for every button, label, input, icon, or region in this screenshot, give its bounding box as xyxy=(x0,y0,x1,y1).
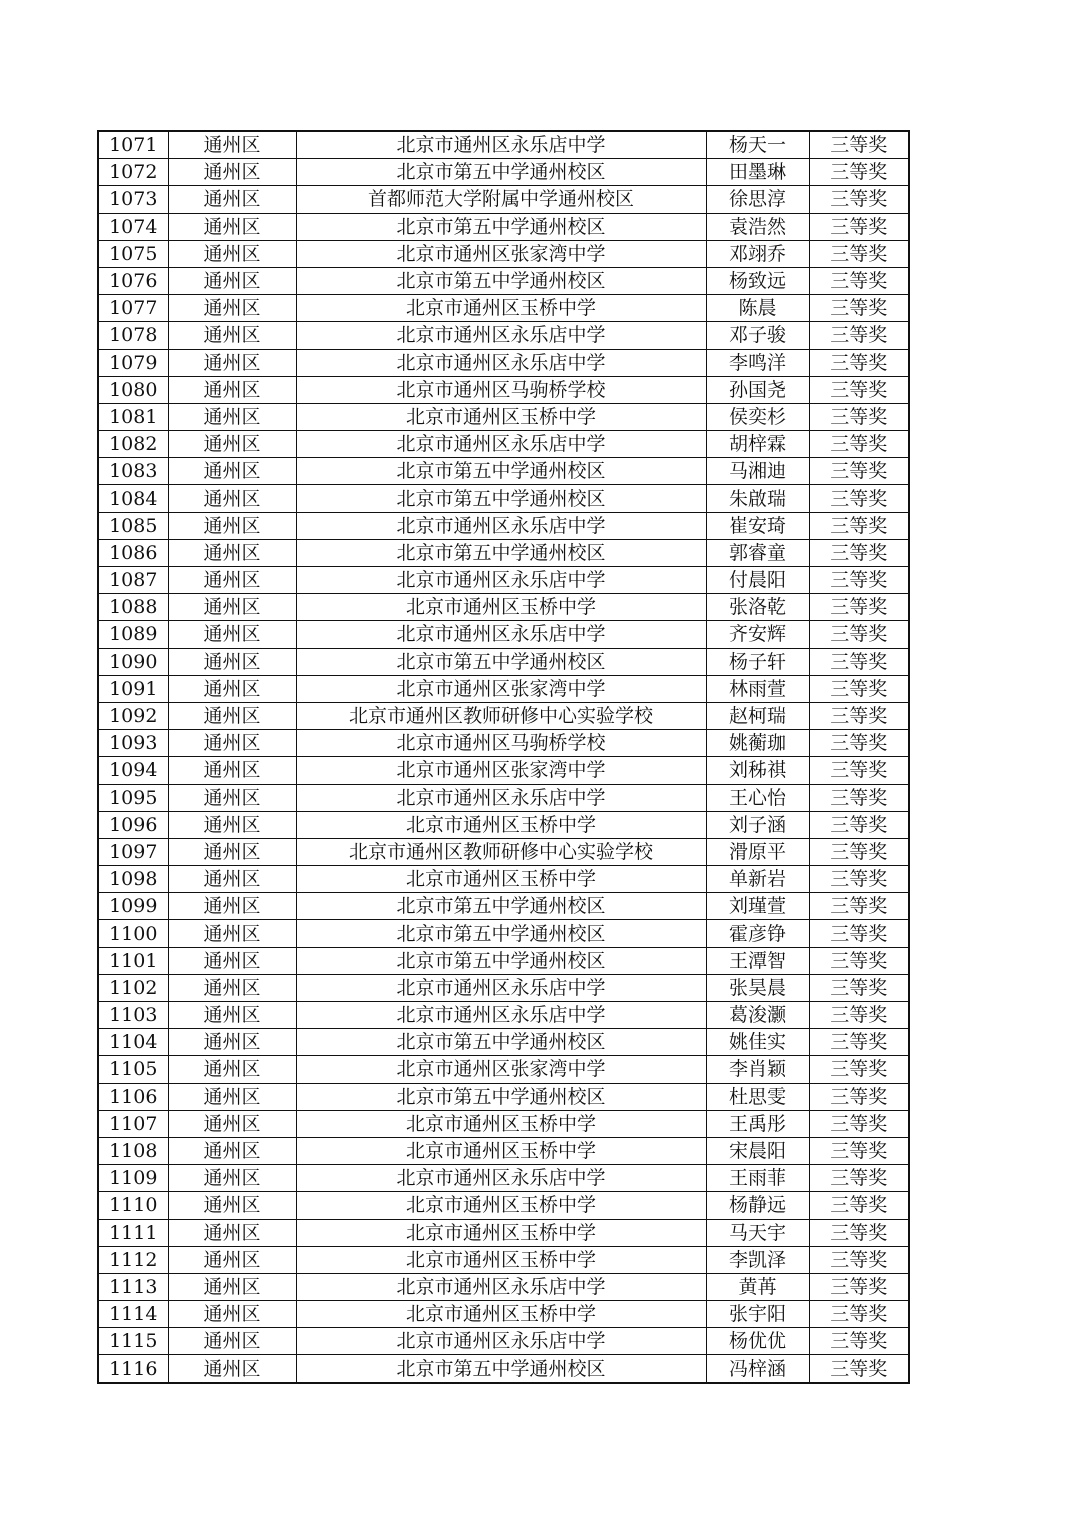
award-level-cell: 三等奖 xyxy=(809,893,909,920)
school-cell: 北京市通州区玉桥中学 xyxy=(296,403,706,430)
student-name-cell: 霍彦铮 xyxy=(706,920,809,947)
table-row xyxy=(98,458,909,485)
school-cell: 北京市通州区永乐店中学 xyxy=(296,1002,706,1029)
district-cell: 通州区 xyxy=(168,1355,296,1383)
student-name-cell: 杨子轩 xyxy=(706,648,809,675)
table-row xyxy=(98,512,909,539)
student-name-cell: 郭睿童 xyxy=(706,539,809,566)
student-name-cell: 胡梓霖 xyxy=(706,431,809,458)
award-level-cell: 三等奖 xyxy=(809,1110,909,1137)
award-level-cell: 三等奖 xyxy=(809,594,909,621)
table-row xyxy=(98,1137,909,1164)
district-cell: 通州区 xyxy=(168,893,296,920)
award-level-cell: 三等奖 xyxy=(809,1083,909,1110)
student-name-cell: 姚蘅珈 xyxy=(706,730,809,757)
student-name-cell: 李鸣洋 xyxy=(706,349,809,376)
district-cell: 通州区 xyxy=(168,1002,296,1029)
school-cell: 北京市第五中学通州校区 xyxy=(296,267,706,294)
school-cell: 北京市第五中学通州校区 xyxy=(296,159,706,186)
student-name-cell: 邓子骏 xyxy=(706,322,809,349)
student-name-cell: 崔安琦 xyxy=(706,512,809,539)
award-level-cell: 三等奖 xyxy=(809,431,909,458)
entry-number-cell: 1105 xyxy=(98,1056,168,1083)
table-row xyxy=(98,431,909,458)
award-level-cell: 三等奖 xyxy=(809,1165,909,1192)
entry-number-cell: 1077 xyxy=(98,295,168,322)
entry-number-cell: 1085 xyxy=(98,512,168,539)
district-cell: 通州区 xyxy=(168,539,296,566)
award-level-cell: 三等奖 xyxy=(809,512,909,539)
student-name-cell: 孙国尧 xyxy=(706,376,809,403)
school-cell: 北京市通州区张家湾中学 xyxy=(296,675,706,702)
student-name-cell: 齐安辉 xyxy=(706,621,809,648)
school-cell: 北京市通州区玉桥中学 xyxy=(296,1192,706,1219)
table-row xyxy=(98,866,909,893)
table-row xyxy=(98,1192,909,1219)
award-level-cell: 三等奖 xyxy=(809,920,909,947)
award-level-cell: 三等奖 xyxy=(809,1002,909,1029)
award-level-cell: 三等奖 xyxy=(809,131,909,159)
district-cell: 通州区 xyxy=(168,594,296,621)
table-row xyxy=(98,1165,909,1192)
award-level-cell: 三等奖 xyxy=(809,267,909,294)
table-row xyxy=(98,539,909,566)
entry-number-cell: 1076 xyxy=(98,267,168,294)
school-cell: 北京市通州区玉桥中学 xyxy=(296,295,706,322)
table-row xyxy=(98,1083,909,1110)
school-cell: 北京市第五中学通州校区 xyxy=(296,1355,706,1383)
school-cell: 北京市通州区张家湾中学 xyxy=(296,240,706,267)
award-level-cell: 三等奖 xyxy=(809,730,909,757)
award-level-cell: 三等奖 xyxy=(809,1029,909,1056)
entry-number-cell: 1103 xyxy=(98,1002,168,1029)
table-row xyxy=(98,295,909,322)
entry-number-cell: 1113 xyxy=(98,1273,168,1300)
table-row xyxy=(98,974,909,1001)
table-row xyxy=(98,838,909,865)
school-cell: 北京市通州区永乐店中学 xyxy=(296,131,706,159)
school-cell: 北京市通州区张家湾中学 xyxy=(296,1056,706,1083)
district-cell: 通州区 xyxy=(168,1301,296,1328)
award-level-cell: 三等奖 xyxy=(809,1246,909,1273)
award-level-cell: 三等奖 xyxy=(809,322,909,349)
award-list-body xyxy=(98,131,909,1383)
table-row xyxy=(98,947,909,974)
student-name-cell: 刘秭祺 xyxy=(706,757,809,784)
entry-number-cell: 1098 xyxy=(98,866,168,893)
entry-number-cell: 1099 xyxy=(98,893,168,920)
school-cell: 北京市通州区永乐店中学 xyxy=(296,431,706,458)
award-level-cell: 三等奖 xyxy=(809,838,909,865)
school-cell: 北京市通州区马驹桥学校 xyxy=(296,730,706,757)
entry-number-cell: 1106 xyxy=(98,1083,168,1110)
student-name-cell: 刘子涵 xyxy=(706,811,809,838)
school-cell: 北京市通州区玉桥中学 xyxy=(296,1137,706,1164)
table-row xyxy=(98,403,909,430)
district-cell: 通州区 xyxy=(168,159,296,186)
entry-number-cell: 1091 xyxy=(98,675,168,702)
district-cell: 通州区 xyxy=(168,213,296,240)
entry-number-cell: 1073 xyxy=(98,186,168,213)
table-row xyxy=(98,186,909,213)
student-name-cell: 付晨阳 xyxy=(706,567,809,594)
entry-number-cell: 1112 xyxy=(98,1246,168,1273)
award-list-table xyxy=(97,130,910,1384)
entry-number-cell: 1094 xyxy=(98,757,168,784)
table-row xyxy=(98,784,909,811)
district-cell: 通州区 xyxy=(168,295,296,322)
school-cell: 北京市通州区永乐店中学 xyxy=(296,1165,706,1192)
award-level-cell: 三等奖 xyxy=(809,1328,909,1355)
award-level-cell: 三等奖 xyxy=(809,485,909,512)
district-cell: 通州区 xyxy=(168,920,296,947)
student-name-cell: 王禹彤 xyxy=(706,1110,809,1137)
entry-number-cell: 1075 xyxy=(98,240,168,267)
district-cell: 通州区 xyxy=(168,322,296,349)
district-cell: 通州区 xyxy=(168,648,296,675)
student-name-cell: 田墨琳 xyxy=(706,159,809,186)
award-level-cell: 三等奖 xyxy=(809,1137,909,1164)
district-cell: 通州区 xyxy=(168,403,296,430)
table-row xyxy=(98,1029,909,1056)
student-name-cell: 杨致远 xyxy=(706,267,809,294)
student-name-cell: 邓翊乔 xyxy=(706,240,809,267)
entry-number-cell: 1115 xyxy=(98,1328,168,1355)
student-name-cell: 宋晨阳 xyxy=(706,1137,809,1164)
school-cell: 北京市第五中学通州校区 xyxy=(296,920,706,947)
student-name-cell: 张宇阳 xyxy=(706,1301,809,1328)
district-cell: 通州区 xyxy=(168,186,296,213)
district-cell: 通州区 xyxy=(168,431,296,458)
entry-number-cell: 1071 xyxy=(98,131,168,159)
award-level-cell: 三等奖 xyxy=(809,458,909,485)
school-cell: 北京市通州区永乐店中学 xyxy=(296,784,706,811)
award-level-cell: 三等奖 xyxy=(809,784,909,811)
student-name-cell: 朱啟瑞 xyxy=(706,485,809,512)
award-level-cell: 三等奖 xyxy=(809,702,909,729)
entry-number-cell: 1079 xyxy=(98,349,168,376)
table-row xyxy=(98,757,909,784)
district-cell: 通州区 xyxy=(168,866,296,893)
student-name-cell: 葛浚灏 xyxy=(706,1002,809,1029)
student-name-cell: 冯梓涵 xyxy=(706,1355,809,1383)
table-row xyxy=(98,267,909,294)
district-cell: 通州区 xyxy=(168,1029,296,1056)
award-level-cell: 三等奖 xyxy=(809,240,909,267)
student-name-cell: 王潭智 xyxy=(706,947,809,974)
entry-number-cell: 1090 xyxy=(98,648,168,675)
district-cell: 通州区 xyxy=(168,838,296,865)
table-row xyxy=(98,1219,909,1246)
entry-number-cell: 1110 xyxy=(98,1192,168,1219)
entry-number-cell: 1097 xyxy=(98,838,168,865)
award-level-cell: 三等奖 xyxy=(809,1192,909,1219)
school-cell: 北京市第五中学通州校区 xyxy=(296,1029,706,1056)
award-level-cell: 三等奖 xyxy=(809,1056,909,1083)
student-name-cell: 杨静远 xyxy=(706,1192,809,1219)
award-level-cell: 三等奖 xyxy=(809,947,909,974)
award-level-cell: 三等奖 xyxy=(809,974,909,1001)
award-level-cell: 三等奖 xyxy=(809,376,909,403)
award-level-cell: 三等奖 xyxy=(809,621,909,648)
entry-number-cell: 1072 xyxy=(98,159,168,186)
table-row xyxy=(98,240,909,267)
entry-number-cell: 1095 xyxy=(98,784,168,811)
table-row xyxy=(98,702,909,729)
district-cell: 通州区 xyxy=(168,131,296,159)
school-cell: 北京市通州区永乐店中学 xyxy=(296,567,706,594)
school-cell: 北京市通州区教师研修中心实验学校 xyxy=(296,838,706,865)
school-cell: 北京市第五中学通州校区 xyxy=(296,539,706,566)
district-cell: 通州区 xyxy=(168,1110,296,1137)
table-row xyxy=(98,131,909,159)
school-cell: 北京市通州区玉桥中学 xyxy=(296,1246,706,1273)
school-cell: 北京市通州区永乐店中学 xyxy=(296,512,706,539)
school-cell: 北京市通州区永乐店中学 xyxy=(296,974,706,1001)
table-row xyxy=(98,213,909,240)
entry-number-cell: 1093 xyxy=(98,730,168,757)
award-level-cell: 三等奖 xyxy=(809,186,909,213)
student-name-cell: 侯奕杉 xyxy=(706,403,809,430)
district-cell: 通州区 xyxy=(168,240,296,267)
district-cell: 通州区 xyxy=(168,811,296,838)
district-cell: 通州区 xyxy=(168,349,296,376)
district-cell: 通州区 xyxy=(168,621,296,648)
student-name-cell: 张昊晨 xyxy=(706,974,809,1001)
table-row xyxy=(98,1246,909,1273)
student-name-cell: 马湘迪 xyxy=(706,458,809,485)
school-cell: 北京市第五中学通州校区 xyxy=(296,213,706,240)
student-name-cell: 马天宇 xyxy=(706,1219,809,1246)
school-cell: 北京市通州区玉桥中学 xyxy=(296,1301,706,1328)
district-cell: 通州区 xyxy=(168,1137,296,1164)
district-cell: 通州区 xyxy=(168,458,296,485)
entry-number-cell: 1084 xyxy=(98,485,168,512)
district-cell: 通州区 xyxy=(168,1328,296,1355)
school-cell: 北京市通州区永乐店中学 xyxy=(296,621,706,648)
table-row xyxy=(98,567,909,594)
student-name-cell: 袁浩然 xyxy=(706,213,809,240)
school-cell: 北京市第五中学通州校区 xyxy=(296,458,706,485)
district-cell: 通州区 xyxy=(168,1192,296,1219)
entry-number-cell: 1086 xyxy=(98,539,168,566)
district-cell: 通州区 xyxy=(168,974,296,1001)
table-row xyxy=(98,1056,909,1083)
district-cell: 通州区 xyxy=(168,730,296,757)
table-row xyxy=(98,811,909,838)
student-name-cell: 李凯泽 xyxy=(706,1246,809,1273)
table-row xyxy=(98,594,909,621)
district-cell: 通州区 xyxy=(168,567,296,594)
district-cell: 通州区 xyxy=(168,1273,296,1300)
school-cell: 北京市通州区永乐店中学 xyxy=(296,349,706,376)
table-row xyxy=(98,893,909,920)
entry-number-cell: 1092 xyxy=(98,702,168,729)
table-row xyxy=(98,730,909,757)
entry-number-cell: 1101 xyxy=(98,947,168,974)
entry-number-cell: 1074 xyxy=(98,213,168,240)
district-cell: 通州区 xyxy=(168,485,296,512)
school-cell: 北京市通州区马驹桥学校 xyxy=(296,376,706,403)
award-level-cell: 三等奖 xyxy=(809,159,909,186)
district-cell: 通州区 xyxy=(168,512,296,539)
student-name-cell: 杨优优 xyxy=(706,1328,809,1355)
entry-number-cell: 1082 xyxy=(98,431,168,458)
entry-number-cell: 1083 xyxy=(98,458,168,485)
student-name-cell: 陈晨 xyxy=(706,295,809,322)
entry-number-cell: 1080 xyxy=(98,376,168,403)
district-cell: 通州区 xyxy=(168,1083,296,1110)
entry-number-cell: 1087 xyxy=(98,567,168,594)
district-cell: 通州区 xyxy=(168,702,296,729)
award-level-cell: 三等奖 xyxy=(809,648,909,675)
award-level-cell: 三等奖 xyxy=(809,213,909,240)
student-name-cell: 单新岩 xyxy=(706,866,809,893)
table-row xyxy=(98,621,909,648)
student-name-cell: 黄苒 xyxy=(706,1273,809,1300)
entry-number-cell: 1078 xyxy=(98,322,168,349)
school-cell: 北京市通州区教师研修中心实验学校 xyxy=(296,702,706,729)
school-cell: 北京市通州区玉桥中学 xyxy=(296,811,706,838)
student-name-cell: 杜思雯 xyxy=(706,1083,809,1110)
school-cell: 北京市通州区永乐店中学 xyxy=(296,1328,706,1355)
table-row xyxy=(98,159,909,186)
school-cell: 首都师范大学附属中学通州校区 xyxy=(296,186,706,213)
table-row xyxy=(98,648,909,675)
entry-number-cell: 1089 xyxy=(98,621,168,648)
entry-number-cell: 1096 xyxy=(98,811,168,838)
district-cell: 通州区 xyxy=(168,757,296,784)
table-row xyxy=(98,1301,909,1328)
school-cell: 北京市通州区玉桥中学 xyxy=(296,594,706,621)
award-level-cell: 三等奖 xyxy=(809,811,909,838)
student-name-cell: 张洛乾 xyxy=(706,594,809,621)
student-name-cell: 杨天一 xyxy=(706,131,809,159)
table-row xyxy=(98,322,909,349)
table-row xyxy=(98,1110,909,1137)
entry-number-cell: 1104 xyxy=(98,1029,168,1056)
entry-number-cell: 1116 xyxy=(98,1355,168,1383)
award-level-cell: 三等奖 xyxy=(809,757,909,784)
district-cell: 通州区 xyxy=(168,1246,296,1273)
school-cell: 北京市第五中学通州校区 xyxy=(296,648,706,675)
table-row xyxy=(98,376,909,403)
table-row xyxy=(98,1328,909,1355)
district-cell: 通州区 xyxy=(168,267,296,294)
student-name-cell: 王心怡 xyxy=(706,784,809,811)
school-cell: 北京市通州区玉桥中学 xyxy=(296,1219,706,1246)
award-level-cell: 三等奖 xyxy=(809,1273,909,1300)
award-level-cell: 三等奖 xyxy=(809,1301,909,1328)
entry-number-cell: 1108 xyxy=(98,1137,168,1164)
award-level-cell: 三等奖 xyxy=(809,403,909,430)
school-cell: 北京市通州区永乐店中学 xyxy=(296,322,706,349)
award-level-cell: 三等奖 xyxy=(809,567,909,594)
school-cell: 北京市第五中学通州校区 xyxy=(296,947,706,974)
entry-number-cell: 1102 xyxy=(98,974,168,1001)
award-level-cell: 三等奖 xyxy=(809,1355,909,1383)
district-cell: 通州区 xyxy=(168,1056,296,1083)
table-row xyxy=(98,1355,909,1383)
student-name-cell: 滑原平 xyxy=(706,838,809,865)
district-cell: 通州区 xyxy=(168,675,296,702)
school-cell: 北京市通州区张家湾中学 xyxy=(296,757,706,784)
district-cell: 通州区 xyxy=(168,1165,296,1192)
entry-number-cell: 1107 xyxy=(98,1110,168,1137)
table-row xyxy=(98,920,909,947)
school-cell: 北京市通州区永乐店中学 xyxy=(296,1273,706,1300)
award-level-cell: 三等奖 xyxy=(809,295,909,322)
student-name-cell: 王雨菲 xyxy=(706,1165,809,1192)
award-level-cell: 三等奖 xyxy=(809,675,909,702)
school-cell: 北京市通州区玉桥中学 xyxy=(296,1110,706,1137)
table-row xyxy=(98,675,909,702)
entry-number-cell: 1109 xyxy=(98,1165,168,1192)
entry-number-cell: 1111 xyxy=(98,1219,168,1246)
table-row xyxy=(98,485,909,512)
school-cell: 北京市第五中学通州校区 xyxy=(296,1083,706,1110)
student-name-cell: 徐思淳 xyxy=(706,186,809,213)
award-level-cell: 三等奖 xyxy=(809,866,909,893)
school-cell: 北京市第五中学通州校区 xyxy=(296,485,706,512)
student-name-cell: 李肖颖 xyxy=(706,1056,809,1083)
district-cell: 通州区 xyxy=(168,376,296,403)
student-name-cell: 林雨萱 xyxy=(706,675,809,702)
student-name-cell: 刘瑾萱 xyxy=(706,893,809,920)
school-cell: 北京市第五中学通州校区 xyxy=(296,893,706,920)
student-name-cell: 姚佳实 xyxy=(706,1029,809,1056)
award-level-cell: 三等奖 xyxy=(809,349,909,376)
entry-number-cell: 1114 xyxy=(98,1301,168,1328)
student-name-cell: 赵柯瑞 xyxy=(706,702,809,729)
table-row xyxy=(98,349,909,376)
table-row xyxy=(98,1002,909,1029)
entry-number-cell: 1100 xyxy=(98,920,168,947)
award-level-cell: 三等奖 xyxy=(809,1219,909,1246)
award-level-cell: 三等奖 xyxy=(809,539,909,566)
district-cell: 通州区 xyxy=(168,1219,296,1246)
table-row xyxy=(98,1273,909,1300)
district-cell: 通州区 xyxy=(168,784,296,811)
entry-number-cell: 1088 xyxy=(98,594,168,621)
school-cell: 北京市通州区玉桥中学 xyxy=(296,866,706,893)
district-cell: 通州区 xyxy=(168,947,296,974)
entry-number-cell: 1081 xyxy=(98,403,168,430)
